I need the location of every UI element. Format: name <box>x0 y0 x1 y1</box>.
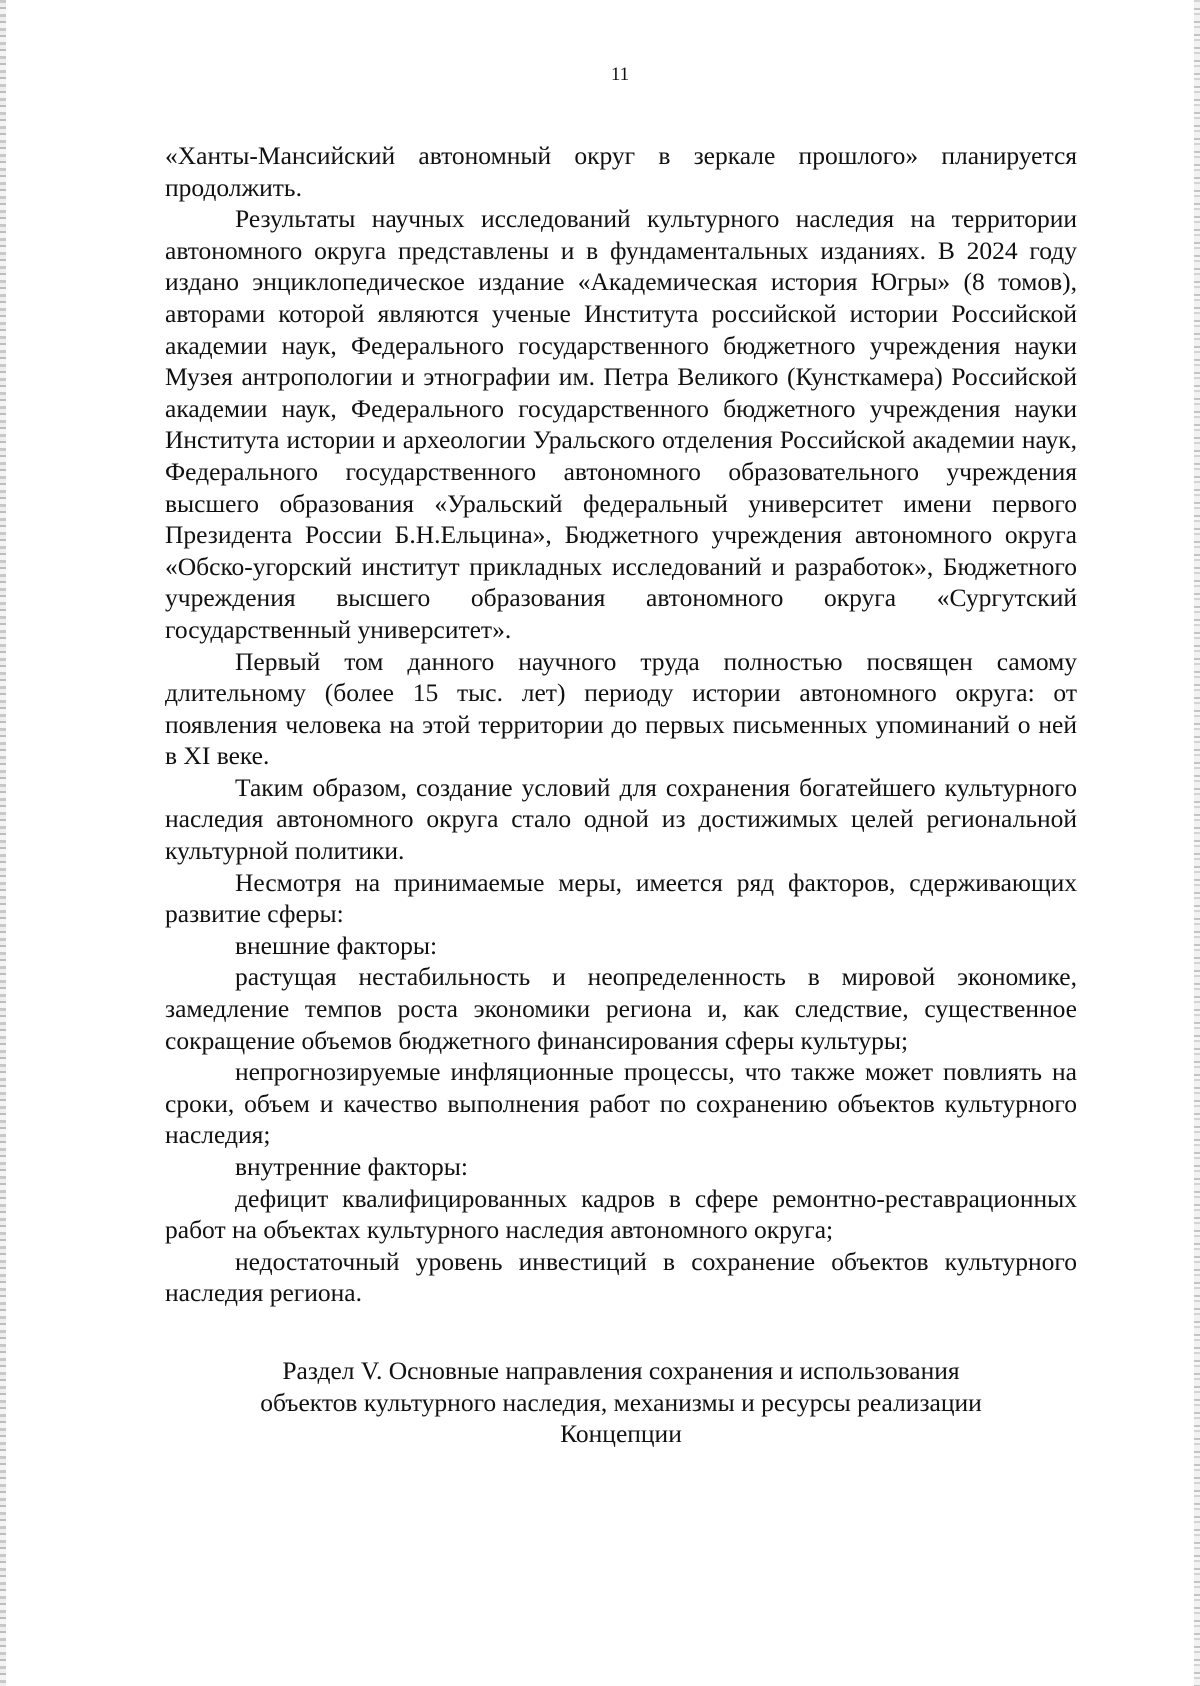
scan-edge-right <box>1194 0 1200 1686</box>
paragraph-internal-factor-staff: дефицит квалифицированных кадров в сфере ремонтно-реставрационных работ на объектах культурного наследия автономного округа; <box>165 1183 1077 1245</box>
document-body <box>165 140 1077 1450</box>
section-heading-line-3: Концепции <box>560 1419 682 1449</box>
scan-edge-left <box>0 0 6 1686</box>
paragraph-external-factor-inflation: непрогнозируемые инфляционные процессы, что также может повлиять на сроки, объем и качество выполнения работ по сохранению объектов культурного наследия; <box>165 1057 1077 1150</box>
paragraph-continuation: «Ханты-Мансийский автономный округ в зеркале прошлого» планируется продолжить. <box>165 141 1077 202</box>
section-heading-line-2: объектов культурного наследия, механизмы и ресурсы реализации <box>260 1387 982 1417</box>
section-heading <box>165 1355 1077 1450</box>
paragraph-internal-factor-investment: недостаточный уровень инвестиций в сохранение объектов культурного наследия региона. <box>165 1246 1077 1308</box>
page-number: 11 <box>610 64 630 85</box>
paragraph-conclusion: Таким образом, создание условий для сохранения богатейшего культурного наследия автономного округа стало одной из достижимых целей региональной культурной политики. <box>165 772 1077 866</box>
paragraph-factors-intro: Несмотря на принимаемые меры, имеется ряд факторов, сдерживающих развитие сферы: <box>165 867 1077 929</box>
paragraph-first-volume: Первый том данного научного труда полностью посвящен самому длительному (более 15 тыс. лет) периоду истории автономного округа: от появления человека на этой территории до первых письменных упоминаний о ней в XI веке. <box>165 646 1077 771</box>
paragraph-internal-factors-heading: внутренние факторы: <box>235 1152 469 1181</box>
paragraph-research-results: Результаты научных исследований культурного наследия на территории автономного округа представлены и в фундаментальных изданиях. В 2024 году издано энциклопедическое издание «Академическая история Югры» (8 томов), авторами которой являются ученые Института российской истории Российской академии наук, Федерального государственного бюджетного учреждения науки Музея антропологии и этнографии им. Петра Великого (Кунсткамера) Российской академии наук, Федерального государственного бюджетного учреждения науки Института истории и археологии Уральского отделения Российской академии наук, Федерального государственного автономного образовательного учреждения высшего образования «Уральский федеральный университет имени первого Президента России Б.Н.Ельцина», Бюджетного учреждения автономного округа «Обско-угорский институт прикладных исследований и разработок», Бюджетного учреждения высшего образования автономного округа «Сургутский государственный университет». <box>165 204 1077 644</box>
paragraph-external-factor-economy: растущая нестабильность и неопределенность в мировой экономике, замедление темпов роста экономики региона и, как следствие, существенное сокращение объемов бюджетного финансирования сферы культуры; <box>165 962 1077 1055</box>
section-heading-line-1: Раздел V. Основные направления сохранения и использования <box>282 1355 960 1385</box>
paragraph-external-factors-heading: внешние факторы: <box>235 930 438 960</box>
